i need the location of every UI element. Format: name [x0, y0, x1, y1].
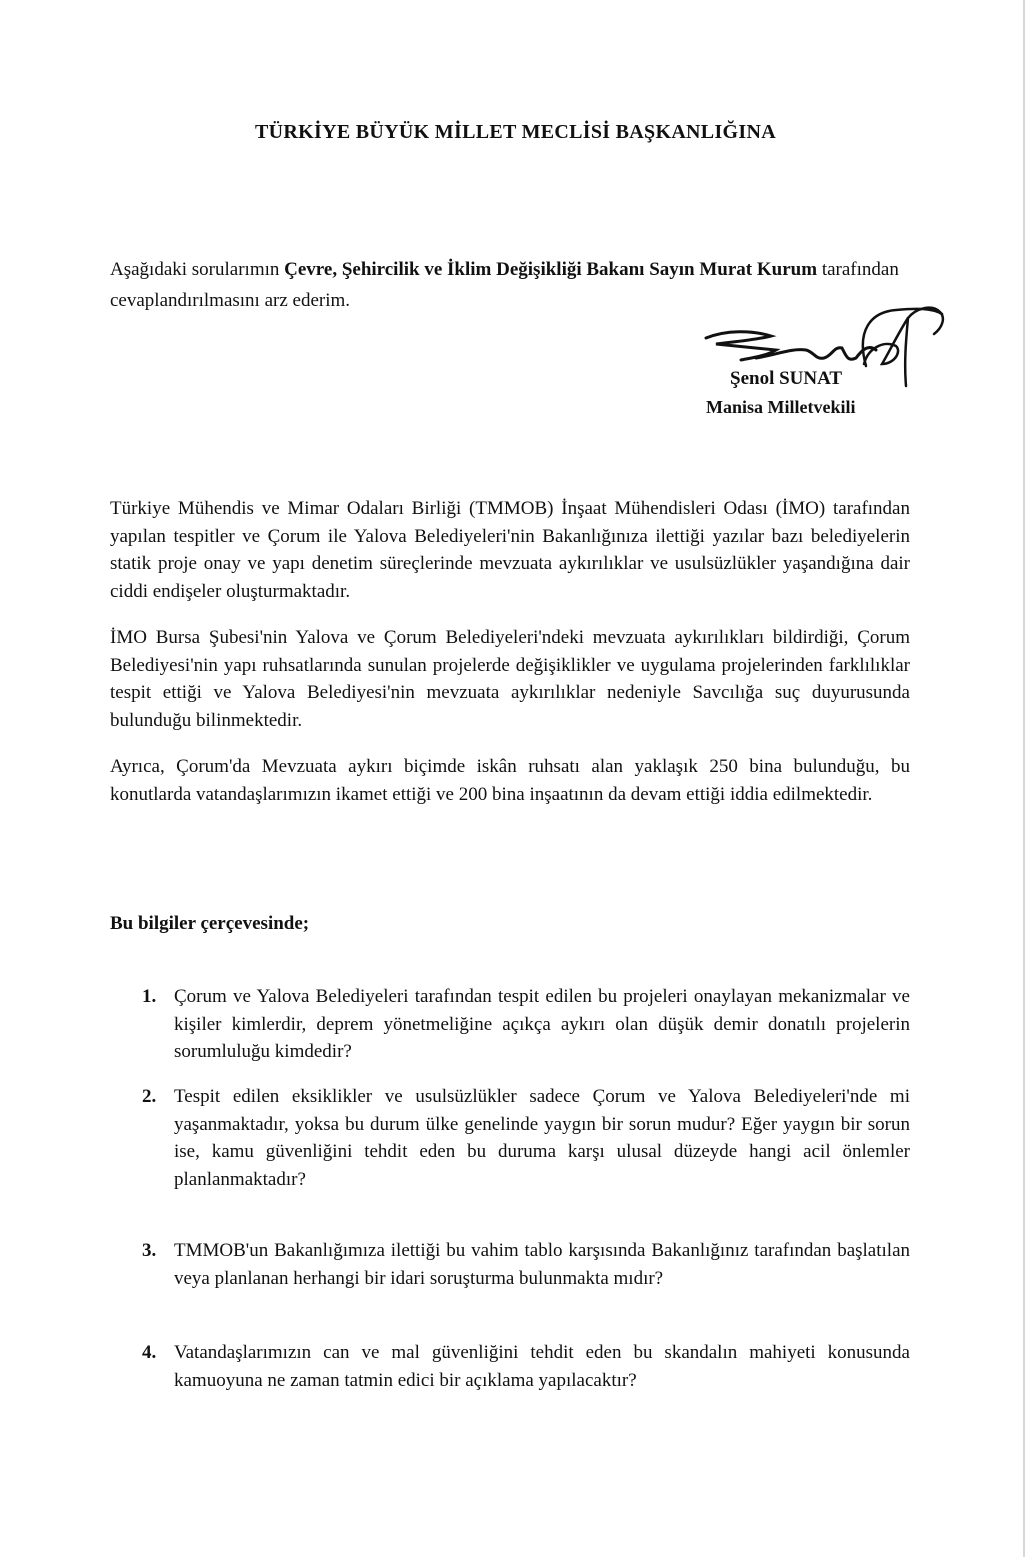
body-paragraph: Türkiye Mühendis ve Mimar Odaları Birliği (TMMOB) İnşaat Mühendisleri Odası (İMO) tarafından yapılan tespitler ve Çorum ile Yalova Belediyeleri'nin Bakanlığınıza ilettiği yazılar bazı belediyelerin statik proje onay ve yapı denetim süreçlerinde mevzuata aykırılıklar ve usulsüzlükler yaşandığına dair ciddi endişeler oluşturmaktadır. [110, 498, 910, 602]
intro-text-before: Aşağıdaki sorularımın [110, 259, 285, 280]
question-item [142, 983, 910, 1066]
question-item [142, 1083, 910, 1193]
question-text: Tespit edilen eksiklikler ve usulsüzlükler sadece Çorum ve Yalova Belediyeleri'nde mi yaşanmaktadır, yoksa bu durum ülke genelinde yaygın bir sorun mudur? Eğer yaygın bir sorun ise, kamu güvenliğini tehdit eden bu duruma karşı ulusal düzeyde hangi acil önlemler planlanmaktadır? [174, 1086, 910, 1190]
question-text: Vatandaşlarımızın can ve mal güvenliğini tehdit eden bu skandalın mahiyeti konusunda kamuoyuna ne zaman tatmin edici bir açıklama yapılacaktır? [174, 1342, 910, 1391]
question-number: 4. [142, 1342, 157, 1363]
intro-addressee: Çevre, Şehircilik ve İklim Değişikliği Bakanı Sayın Murat Kurum [284, 259, 818, 280]
intro-text-after: tarafından cevaplandırılmasını arz ederim. [110, 259, 899, 311]
question-item [142, 1339, 910, 1394]
signatory-role: Manisa Milletvekili [706, 397, 856, 417]
body-paragraph: İMO Bursa Şubesi'nin Yalova ve Çorum Belediyeleri'ndeki mevzuata aykırılıkları bildirdiği, Çorum Belediyesi'nin yapı ruhsatlarında sunulan projelerde değişiklikler ve uygulama projelerinden farklılıklar tespit ettiği ve Yalova Belediyesi'nin mevzuata aykırılıklar nedeniyle Savcılığa suç duyurusunda bulunduğu bilinmektedir. [110, 627, 910, 731]
questions-heading: Bu bilgiler çerçevesinde; [110, 913, 310, 934]
question-number: 2. [142, 1086, 157, 1107]
question-text: TMMOB'un Bakanlığımıza ilettiği bu vahim tablo karşısında Bakanlığınız tarafından başlatılan veya planlanan herhangi bir idari soruşturma bulunmakta mıdır? [174, 1240, 910, 1289]
signatory-name: Şenol SUNAT [730, 368, 843, 389]
question-number: 1. [142, 986, 157, 1007]
document-title: TÜRKİYE BÜYÜK MİLLET MECLİSİ BAŞKANLIĞINA [255, 121, 776, 143]
signature-block [690, 300, 950, 430]
question-text: Çorum ve Yalova Belediyeleri tarafından tespit edilen bu projeleri onaylayan mekanizmalar ve kişiler kimlerdir, deprem yönetmeliğine açıkça aykırı olan düşük demir donatılı projelerin sorumluluğu kimdedir? [174, 986, 910, 1062]
body-paragraph: Ayrıca, Çorum'da Mevzuata aykırı biçimde iskân ruhsatı alan yaklaşık 250 bina bulunduğu, bu konutlarda vatandaşlarımızın ikamet ettiği ve 200 bina inşaatının da devam ettiği iddia edilmektedir. [110, 756, 910, 805]
question-number: 3. [142, 1240, 157, 1261]
scan-edge-line [1023, 0, 1025, 1557]
question-item [142, 1237, 910, 1292]
